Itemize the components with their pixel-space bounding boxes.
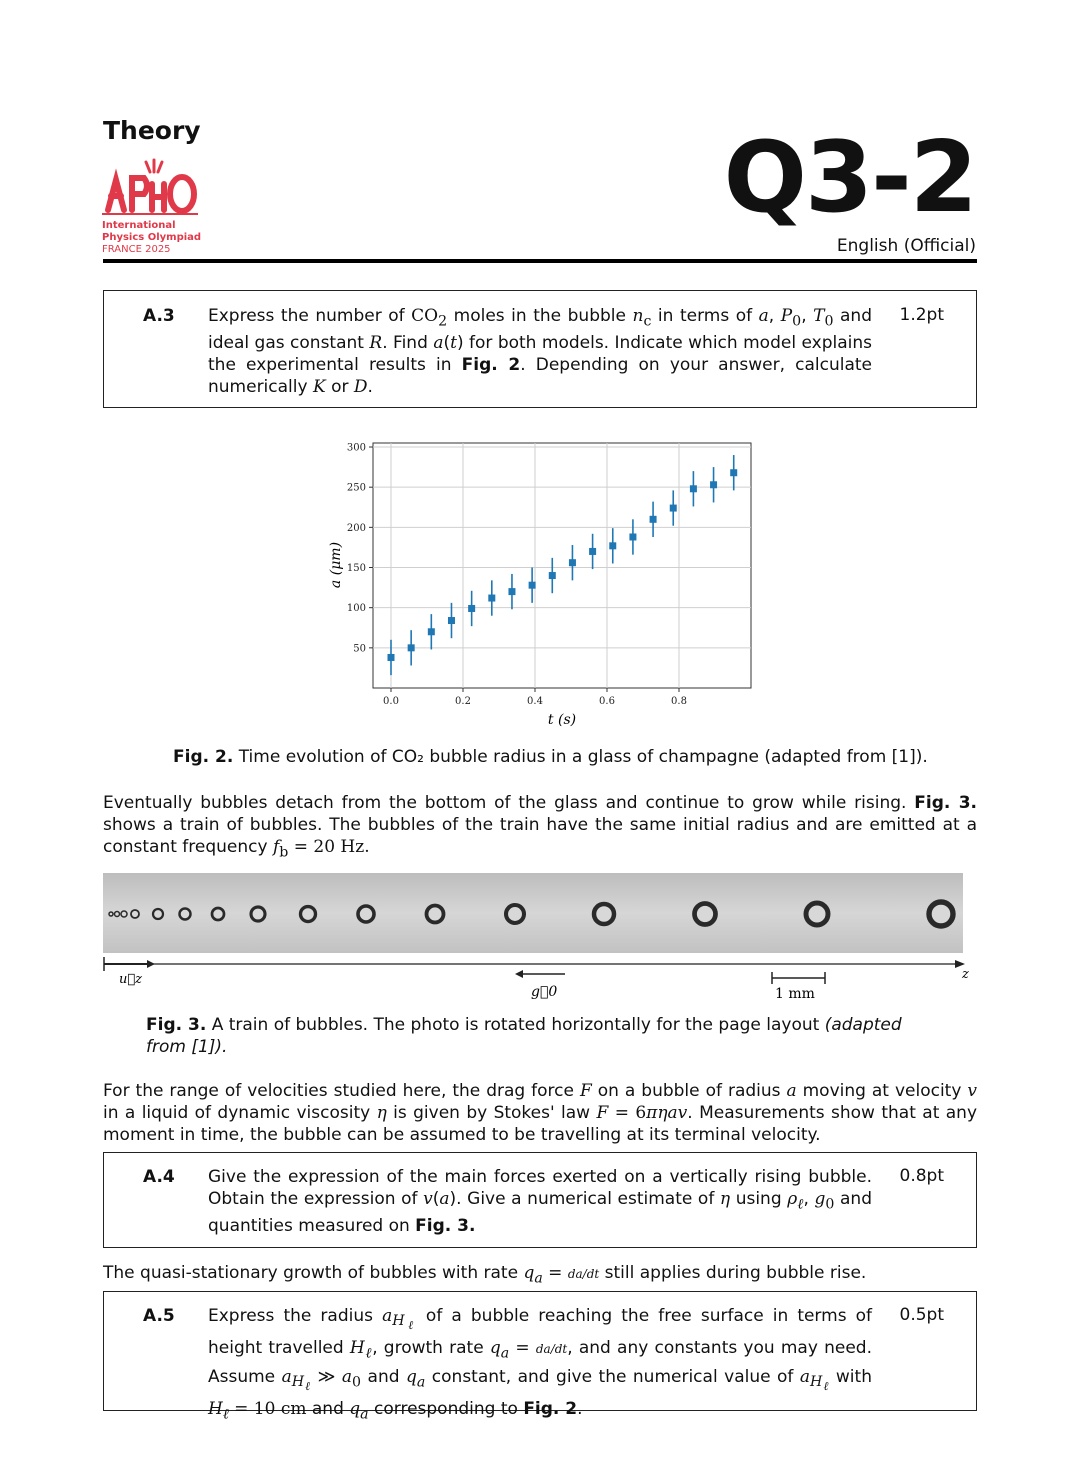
y-tick-label: 200 xyxy=(346,522,366,534)
figure3-caption: Fig. 3. A train of bubbles. The photo is rotated horizontally for the page layout (adapted from [1]). xyxy=(146,1015,902,1057)
section-title: Theory xyxy=(103,116,201,145)
y-tick-label: 150 xyxy=(346,563,366,575)
bubble xyxy=(506,905,524,923)
data-point xyxy=(468,605,475,612)
data-point xyxy=(508,588,515,595)
chart-grid xyxy=(373,443,751,688)
data-point xyxy=(428,628,435,635)
bubble-radius-chart xyxy=(310,430,770,735)
bubble xyxy=(115,912,120,917)
data-point xyxy=(730,469,737,476)
data-point xyxy=(690,485,697,492)
uz-label: u⃗z xyxy=(119,972,143,987)
task-box-a5 xyxy=(103,1291,977,1423)
bubble xyxy=(427,906,444,923)
task-id: A.3 xyxy=(143,306,175,326)
data-point xyxy=(549,572,556,579)
y-tick-label: 50 xyxy=(353,643,366,655)
chart-points xyxy=(388,455,738,675)
data-point xyxy=(609,542,616,549)
bubble xyxy=(301,907,316,922)
data-point xyxy=(488,595,495,602)
data-point xyxy=(529,582,536,589)
paragraph-growth-rate: The quasi-stationary growth of bubbles with rate $q_a = da/dt$ still applies during bubble rise. xyxy=(103,1263,867,1287)
bubble xyxy=(695,904,716,925)
data-point xyxy=(629,533,636,540)
x-tick-label: 0.4 xyxy=(527,696,543,707)
y-axis-label: a (μm) xyxy=(328,541,344,589)
language-label: English (Official) xyxy=(836,236,976,256)
task-id: A.5 xyxy=(143,1306,175,1326)
bubble xyxy=(109,912,113,916)
plot-frame xyxy=(373,443,751,688)
z-label: z xyxy=(962,967,969,982)
data-point xyxy=(650,516,657,523)
x-axis-label: t (s) xyxy=(547,712,577,728)
bubble-train-figure xyxy=(103,873,977,1003)
data-point xyxy=(408,644,415,651)
figure2-caption: Fig. 2. Time evolution of CO₂ bubble radius in a glass of champagne (adapted from [1]). xyxy=(173,747,928,767)
y-tick-label: 250 xyxy=(346,482,366,494)
bubble xyxy=(131,910,139,918)
task-points: 0.5pt xyxy=(899,1305,944,1325)
x-tick-label: 0.8 xyxy=(671,696,687,707)
bubble xyxy=(929,902,953,926)
bubble-photo xyxy=(103,873,963,953)
scale-label: 1 mm xyxy=(775,986,815,1002)
bubble xyxy=(121,911,127,917)
paragraph-stokes: For the range of velocities studied here, the drag force F on a bubble of radius a moving at velocity v in a liquid of dynamic viscosity η is given by Stokes' law F = 6πηav. Measurements show that at any moment in time, the bubble can be assumed to be travelling at its terminal velocity. xyxy=(103,1081,977,1145)
x-tick-label: 0.6 xyxy=(599,696,615,707)
task-text: Give the expression of the main forces exerted on a vertically rising bubble. Obtain the expression of v(a). Give a numerical estimate of η using $\rho_\ell$, $g_0$ and quantities measured on Fig. 3. xyxy=(208,1167,872,1237)
bubble xyxy=(594,904,614,924)
task-points: 1.2pt xyxy=(899,305,944,325)
logo-caption: International Physics Olympiad FRANCE 2025 xyxy=(102,220,202,255)
data-point xyxy=(670,505,677,512)
g0-label: g⃗0 xyxy=(531,984,558,1000)
task-text: Express the radius $a_{H_\ell}$ of a bubble reaching the free surface in terms of height travelled $H_\ell$, growth rate $q_a = da/dt$, and any constants you may need. Assume $a_{H_\ell}$ ≫ $a_0$ and $q_a$ constant, and give the numerical value of $a_{H_\ell}$ with $H_\ell = 10$ cm and $q_a$ corresponding to Fig. 2. xyxy=(208,1306,873,1423)
task-points: 0.8pt xyxy=(899,1166,944,1186)
data-point xyxy=(710,481,717,488)
bubble xyxy=(180,909,191,920)
bubble xyxy=(251,907,265,921)
bubble xyxy=(358,906,374,922)
paragraph-bubble-train: Eventually bubbles detach from the bottom of the glass and continue to grow while rising. Fig. 3. shows a train of bubbles. The bubbles of the train have the same initial radius and are emitted at a constant frequency $f_b = 20$ Hz. xyxy=(103,793,978,861)
bubble xyxy=(806,903,828,925)
y-tick-label: 300 xyxy=(346,442,366,454)
data-point xyxy=(388,654,395,661)
chart-ticks xyxy=(347,443,687,707)
task-box-a3 xyxy=(103,290,977,408)
data-point xyxy=(448,617,455,624)
header-divider xyxy=(103,259,977,263)
task-text: Express the number of $CO_2$ moles in the bubble $n_c$ in terms of a, $P_0$, $T_0$ and ideal gas constant R. Find a(t) for both models. Indicate which model explains the experimental results in Fig. 2. Depending on your answer, calculate numerically K or D. xyxy=(208,306,872,398)
data-point xyxy=(569,559,576,566)
question-number: Q3-2 xyxy=(723,121,976,235)
bubble xyxy=(212,908,224,920)
x-tick-label: 0.2 xyxy=(455,696,471,707)
y-tick-label: 100 xyxy=(346,603,366,615)
x-tick-label: 0.0 xyxy=(383,696,399,707)
task-box-a4 xyxy=(103,1152,977,1248)
data-point xyxy=(589,548,596,555)
task-id: A.4 xyxy=(143,1167,175,1187)
bubble xyxy=(153,909,163,919)
